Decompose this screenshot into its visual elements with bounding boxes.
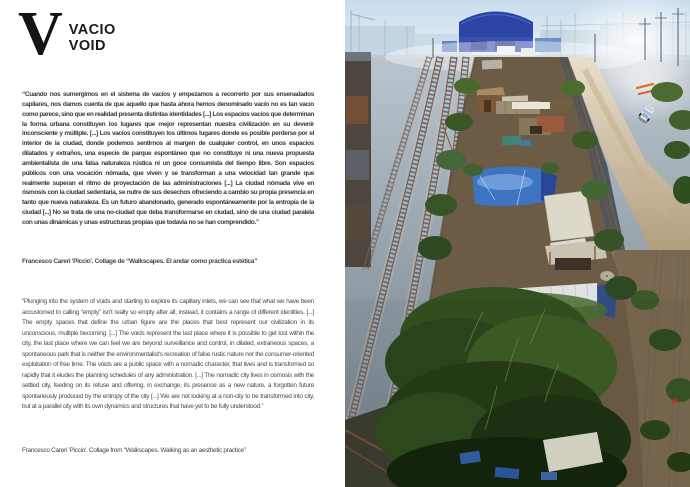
quote-english: “Plunging into the system of voids and starting to explore its capillary inlets, we can see that what we have been accustomed to calling “empty” isn't really so empty after all; instead, it contains a range of different identities. [...] The empty spaces that define the urban figure are the places that best represent our civilization in its unconscious, multiple becoming. [...] The voids represent the last place where it is possible to get lost within the city, the last place where we can feel we are beyond surveillance and control, in dilated, extraneous spaces, a spontaneous park that is neither the environmentalist's recreation of false rustic nature nor the consumer-oriented exploitation of free time. The voids are a public space with a nomadic character, that lives and is transformed so rapidly that it eludes the planning schedules of any administration. [...] The nomadic city lives in osmosis with the settled city, feeding on its refuse and offering, in exchange, its presence as a new nature, a forgotten future spontaneusly produced by the entropy of the city [...] We are not looking at a non-city to be transformed into city, but at a parallel city with its own dynamics and structures that have yet to be fully understood.” xyxy=(22,298,314,411)
title-english: VOID xyxy=(68,38,106,54)
chapter-drop-cap: V xyxy=(18,0,62,68)
left-yard-structures xyxy=(345,52,371,267)
chapter-title-words xyxy=(69,22,116,54)
railway-void-photo xyxy=(345,0,690,487)
chapter-title xyxy=(18,0,116,68)
credit-spanish: Francesco Careri 'Piccio'. Collage de “Walkscapes. El andar como práctica estética” xyxy=(22,258,258,265)
right-page xyxy=(345,0,690,487)
title-spanish: VACIO xyxy=(68,22,116,38)
quote-spanish: “Cuando nos sumergimos en el sistema de vacíos y empezamos a recorrerlo por sus ensenadados capilares, nos damos cuenta de que aquello que hasta ahora hemos denominado vacío no es tan vacío como parece, sino que en realidad presenta distintas identidades [...] Los espacios vacíos que determinan la forma urbana constituyen los lugares que mejor representan nuestra civilización en su devenir inconsciente y múltiple. [...] Los vacíos constituyen los últimos lugares donde es posible perderse por el interior de la ciudad, donde podemos sentirnos al margen de cualquier control, en unos espacios dilatados y extraños, una especie de parque espontáneo que no constituye ni una nueva propuesta ambientalista de una falsa naturaleza rústica ni un goce consumista del tiempo libre. Son espacios públicos con una vocación nómada, que viven y se transforman a una velocidad tan grande que realmente superan el ritmo de proyectación de las administraciones [...] La ciudad nómada vive en ósmosis con la ciudad sedentaria, se nutre de sus desechos ofreciendo a cambio su propia presencia en tanto que nueva naturaleza. Es un futuro abandonado, generado espontáneamente por la entropía de la ciudad [...] No se trata de una no-ciudad que deba transformarse en ciudad, sino de una ciudad paralela con unas dinámicas y unas estructuras propias que todavía no se han comprendido.” xyxy=(22,91,314,226)
concrete-slab xyxy=(544,191,594,241)
credit-english: Francesco Careri 'Piccio'. Collage from “Walkscapes. Walking as an aesthetic practice” xyxy=(22,447,246,454)
